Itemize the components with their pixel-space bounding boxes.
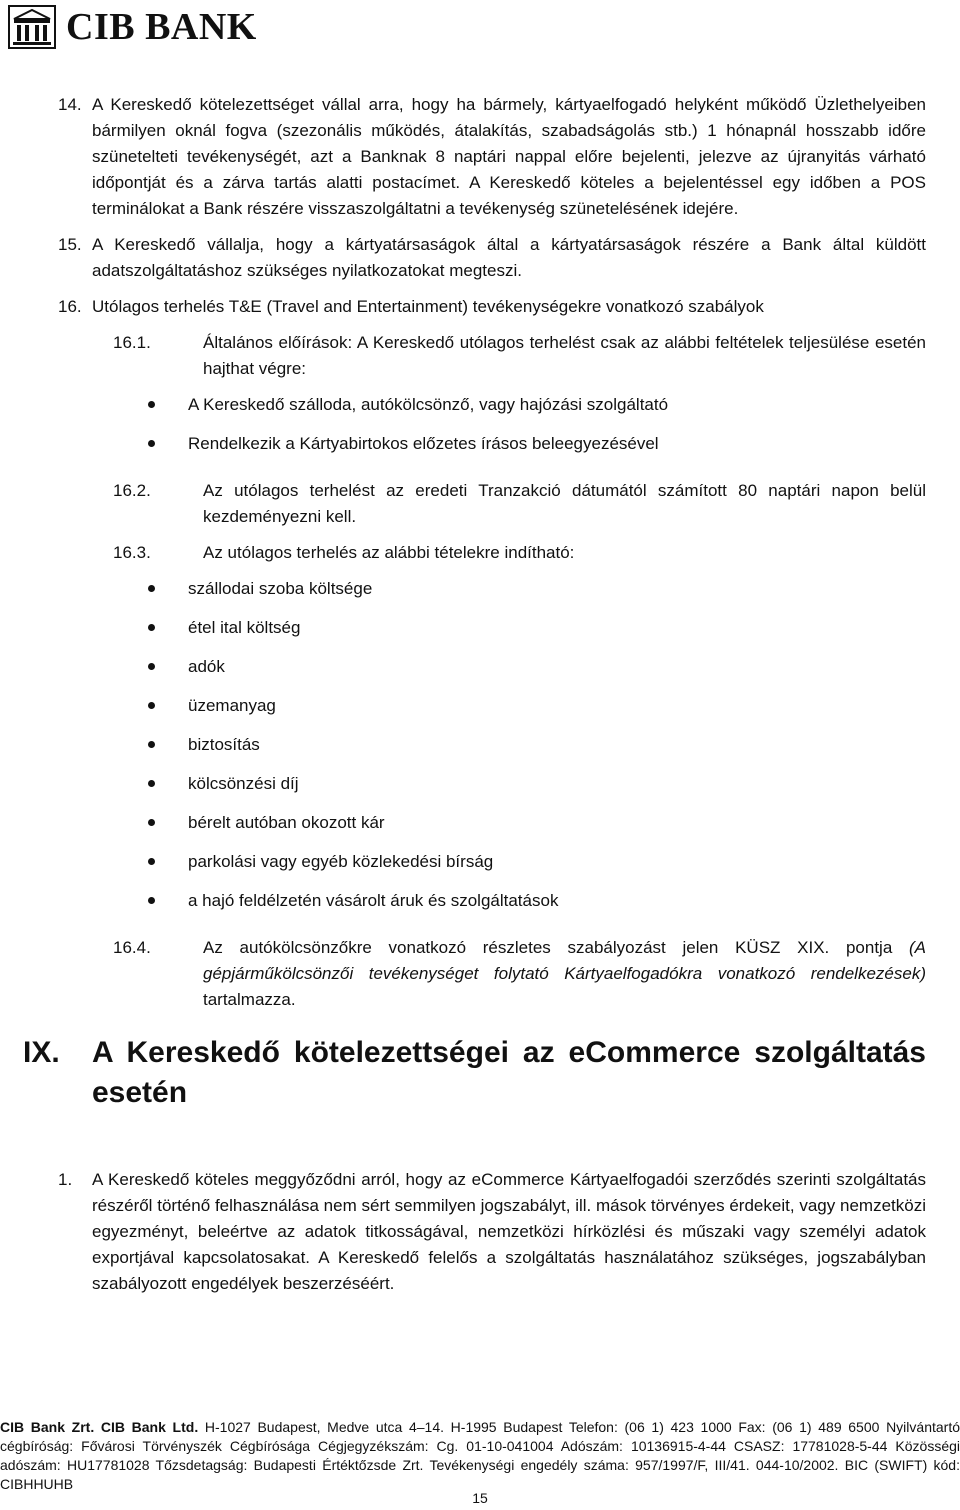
- list-item: bérelt autóban okozott kár: [148, 810, 926, 849]
- italic-reference: (A gépjárműkölcsönzői tevékenységet folytató Kártyaelfogadókra vonatkozó rendelkezések): [203, 938, 926, 983]
- section-text: A Kereskedő köteles meggyőződni arról, hogy az eCommerce Kártyaelfogadói szerződés szerinti szolgáltatás részéről történő felhasználása nem sért semmilyen jogszabályt, ill. mások törvényes érdekeit, vagy nemzetközi egyezményt, beleértve az adatok titkosságával, nemzetközi hírközlési és műszaki vagy személyi adatok exportjával kapcsolatosakat. A Kereskedő felelős a szolgáltatás használatához szükséges, jogszabályban szabályozott engedélyek beszerzéséért.: [92, 1170, 926, 1293]
- list-item: A Kereskedő szálloda, autókölcsönző, vagy hajózási szolgáltató: [148, 392, 926, 431]
- bullet-icon: [148, 858, 155, 865]
- section-number: 16.: [58, 297, 82, 316]
- bullet-icon: [148, 401, 155, 408]
- section-number: 1.: [58, 1170, 73, 1189]
- list-item: üzemanyag: [148, 693, 926, 732]
- section-16: [58, 294, 926, 320]
- chapter-heading: [23, 1033, 926, 1113]
- bullet-icon: [148, 585, 155, 592]
- bullet-icon: [148, 741, 155, 748]
- list-item: biztosítás: [148, 732, 926, 771]
- subsection-16-2: [113, 478, 926, 530]
- list-item: adók: [148, 654, 926, 693]
- section-text: Utólagos terhelés T&E (Travel and Entertainment) tevékenységekre vonatkozó szabályok: [92, 297, 764, 316]
- list-item: a hajó feldélzetén vásárolt áruk és szolgáltatások: [148, 888, 926, 927]
- bullet-icon: [148, 780, 155, 787]
- section-14: [58, 92, 926, 222]
- footer-company: CIB Bank Zrt. CIB Bank Ltd.: [0, 1419, 199, 1435]
- logo-text: CIB BANK: [66, 6, 257, 48]
- section-text: A Kereskedő kötelezettséget vállal arra, hogy ha bármely, kártyaelfogadó helyként működő Üzlethelyeiben bármilyen oknál fogva (szezonális működés, átalakítás, szabadságolás stb.) 1 hónapnál hosszabb időre szünetelteti tevékenységét, azt a Banknak 8 naptári nappal előre bejelenti, jelezve az újranyitás várható időpontját és a zárva tartás alatti postacímet. A Kereskedő köteles a bejelentéssel egy időben a POS terminálokat a Bank részére visszaszolgáltatni a tevékenység szünetelésének idejére.: [92, 95, 926, 218]
- subsection-16-4: [113, 935, 926, 1013]
- list-item: parkolási vagy egyéb közlekedési bírság: [148, 849, 926, 888]
- list-item: kölcsönzési díj: [148, 771, 926, 810]
- bullet-icon: [148, 897, 155, 904]
- chapter-section-1: [58, 1167, 926, 1297]
- section-number: 15.: [58, 235, 82, 254]
- footer-details: H-1027 Budapest, Medve utca 4–14. H-1995 Budapest Telefon: (06 1) 423 1000 Fax: (06 1) 489 6500 Nyilvántartó cégbíróság: Fővárosi Törvényszék Cégbírósága Cégjegyzékszám: Cg. 01-10-041004 Adószám: 10136915-4-44 CSASZ: 17781028-5-44 Közösségi adószám: HU17781028 Tőzsdetagság: Budapesti Értéktőzsde Zrt. Tevékenységi engedély száma: 957/1997/F, III/41. 044-10/2002. BIC (SWIFT) kód: CIBHHUHB: [0, 1419, 960, 1492]
- page-number: 15: [472, 1490, 488, 1506]
- subsection-text: Az utólagos terhelés az alábbi tételekre indítható:: [203, 543, 575, 562]
- subsection-text: Az utólagos terhelést az eredeti Tranzakció dátumától számított 80 naptári napon belül kezdeményezni kell.: [203, 481, 926, 526]
- bullet-icon: [148, 663, 155, 670]
- subsection-text: Általános előírások: A Kereskedő utólagos terhelést csak az alábbi feltételek teljesülése esetén hajthat végre:: [203, 333, 926, 378]
- chapter-title: A Kereskedő kötelezettségei az eCommerce szolgáltatás esetén: [92, 1036, 926, 1109]
- bullet-icon: [148, 440, 155, 447]
- section-number: 14.: [58, 95, 82, 114]
- section-15: [58, 232, 926, 284]
- bullet-icon: [148, 624, 155, 631]
- bullet-icon: [148, 702, 155, 709]
- list-item: szállodai szoba költsége: [148, 576, 926, 615]
- subsection-number: 16.3.: [113, 543, 151, 562]
- subsection-number: 16.4.: [113, 938, 151, 957]
- bank-building-icon: [8, 5, 56, 49]
- bullet-list-16-3: [58, 576, 926, 927]
- chapter-number: IX.: [23, 1036, 60, 1069]
- bullet-icon: [148, 819, 155, 826]
- subsection-number: 16.2.: [113, 481, 151, 500]
- list-item: Rendelkezik a Kártyabirtokos előzetes írásos beleegyezésével: [148, 431, 926, 470]
- subsection-16-1: [113, 330, 926, 382]
- subsection-number: 16.1.: [113, 333, 151, 352]
- cib-bank-logo: [8, 4, 257, 50]
- list-item: étel ital költség: [148, 615, 926, 654]
- bullet-list-16-1: [58, 392, 926, 470]
- page-footer: [0, 1418, 960, 1494]
- document-body: [23, 92, 926, 1307]
- subsection-16-3: [113, 540, 926, 566]
- section-text: A Kereskedő vállalja, hogy a kártyatársaságok által a kártyatársaságok részére a Bank által küldött adatszolgáltatáshoz szükséges nyilatkozatokat megteszi.: [92, 235, 926, 280]
- subsection-text: Az autókölcsönzőkre vonatkozó részletes szabályozást jelen KÜSZ XIX. pontja (A gépjárműkölcsönzői tevékenységet folytató Kártyaelfogadókra vonatkozó rendelkezések) tartalmazza.: [203, 938, 926, 1009]
